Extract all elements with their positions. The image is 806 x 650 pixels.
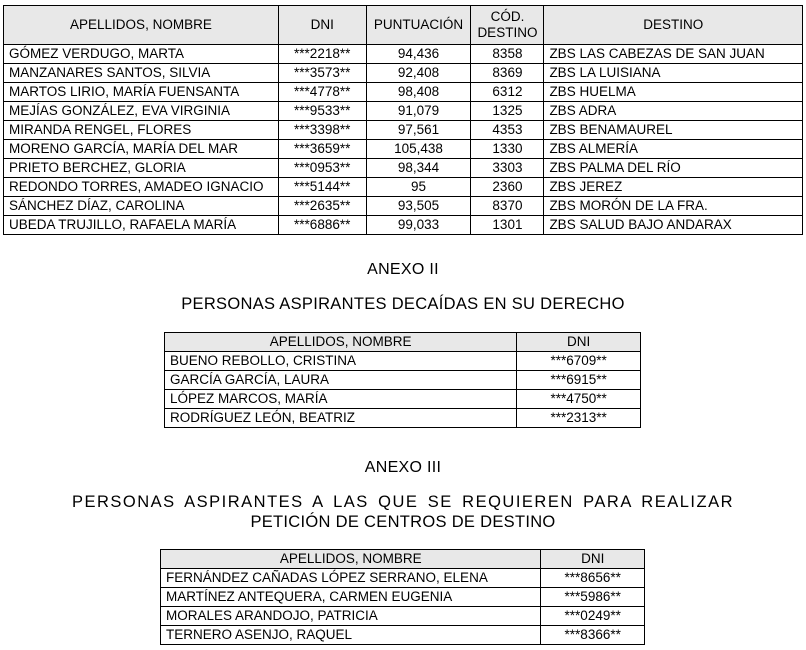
cell-name: LÓPEZ MARCOS, MARÍA [165,390,517,409]
cell-name: PRIETO BERCHEZ, GLORIA [4,159,279,178]
cell-code: 8369 [471,64,544,83]
cell-name: GARCÍA GARCÍA, LAURA [165,371,517,390]
cell-score: 95 [366,178,471,197]
header-name: APELLIDOS, NOMBRE [161,550,541,569]
table-row [4,178,803,197]
cell-name: RODRÍGUEZ LEÓN, BEATRIZ [165,409,517,428]
cell-destination: ZBS ALMERÍA [544,140,803,159]
table-header-row [161,550,645,569]
cell-name: REDONDO TORRES, AMADEO IGNACIO [4,178,279,197]
table-row [165,390,641,409]
header-dni: DNI [541,550,645,569]
cell-dni: ***5986** [541,588,645,607]
table-row [161,626,645,645]
cell-name: UBEDA TRUJILLO, RAFAELA MARÍA [4,216,279,235]
cell-code: 1301 [471,216,544,235]
cell-destination: ZBS ADRA [544,102,803,121]
anexo-iii-label: ANEXO III [364,459,442,476]
cell-score: 94,436 [366,45,471,64]
anexo-iii-title-line1: PERSONAS ASPIRANTES A LAS QUE SE REQUIEREN PARA REALIZAR [72,493,734,511]
cell-name: MARTOS LIRIO, MARÍA FUENSANTA [4,83,279,102]
main-assignments-table [3,5,803,235]
cell-name: BUENO REBOLLO, CRISTINA [165,352,517,371]
cell-destination: ZBS BENAMAUREL [544,121,803,140]
anexo-iii-title [72,492,734,532]
header-code-line2: DESTINO [477,25,538,40]
cell-name: MORENO GARCÍA, MARÍA DEL MAR [4,140,279,159]
cell-code: 8370 [471,197,544,216]
table-row [4,64,803,83]
cell-name: TERNERO ASENJO, RAQUEL [161,626,541,645]
table-row [165,371,641,390]
table-row [4,83,803,102]
cell-name: GÓMEZ VERDUGO, MARTA [4,45,279,64]
table-header-row [165,333,641,352]
cell-destination: ZBS MORÓN DE LA FRA. [544,197,803,216]
cell-dni: ***0249** [541,607,645,626]
table-row [161,588,645,607]
table-row [4,45,803,64]
anexo-ii-label: ANEXO II [367,261,439,278]
header-destination: DESTINO [544,6,803,45]
cell-dni: ***8656** [541,569,645,588]
header-code [471,6,544,45]
table-row [165,409,641,428]
cell-name: FERNÁNDEZ CAÑADAS LÓPEZ SERRANO, ELENA [161,569,541,588]
cell-destination: ZBS PALMA DEL RÍO [544,159,803,178]
cell-destination: ZBS SALUD BAJO ANDARAX [544,216,803,235]
cell-name: MANZANARES SANTOS, SILVIA [4,64,279,83]
cell-dni: ***3398** [278,121,366,140]
cell-name: MORALES ARANDOJO, PATRICIA [161,607,541,626]
header-name: APELLIDOS, NOMBRE [165,333,517,352]
cell-score: 97,561 [366,121,471,140]
cell-dni: ***2313** [517,409,641,428]
table-row [4,197,803,216]
cell-code: 6312 [471,83,544,102]
cell-dni: ***4750** [517,390,641,409]
cell-code: 2360 [471,178,544,197]
cell-code: 3303 [471,159,544,178]
cell-dni: ***8366** [541,626,645,645]
anexo-ii-title: PERSONAS ASPIRANTES DECAÍDAS EN SU DERECHO [181,295,625,313]
cell-name: MEJÍAS GONZÁLEZ, EVA VIRGINIA [4,102,279,121]
table-header-row [4,6,803,45]
header-name: APELLIDOS, NOMBRE [4,6,279,45]
cell-dni: ***6709** [517,352,641,371]
header-dni: DNI [278,6,366,45]
cell-destination: ZBS HUELMA [544,83,803,102]
cell-score: 92,408 [366,64,471,83]
cell-name: SÁNCHEZ DÍAZ, CAROLINA [4,197,279,216]
cell-dni: ***2218** [278,45,366,64]
cell-score: 105,438 [366,140,471,159]
cell-score: 93,505 [366,197,471,216]
cell-code: 1330 [471,140,544,159]
cell-destination: ZBS JEREZ [544,178,803,197]
cell-dni: ***9533** [278,102,366,121]
cell-destination: ZBS LAS CABEZAS DE SAN JUAN [544,45,803,64]
cell-dni: ***0953** [278,159,366,178]
cell-score: 99,033 [366,216,471,235]
table-row [4,216,803,235]
table-row [165,352,641,371]
table-row [4,102,803,121]
header-code-line1: CÓD. [490,9,525,24]
cell-dni: ***3573** [278,64,366,83]
anexo-iii-title-line2: PETICIÓN DE CENTROS DE DESTINO [250,513,556,531]
cell-code: 8358 [471,45,544,64]
cell-dni: ***2635** [278,197,366,216]
table-row [4,140,803,159]
cell-name: MIRANDA RENGEL, FLORES [4,121,279,140]
cell-dni: ***3659** [278,140,366,159]
cell-dni: ***6886** [278,216,366,235]
header-score: PUNTUACIÓN [366,6,471,45]
cell-destination: ZBS LA LUISIANA [544,64,803,83]
cell-score: 98,408 [366,83,471,102]
cell-name: MARTÍNEZ ANTEQUERA, CARMEN EUGENIA [161,588,541,607]
cell-score: 91,079 [366,102,471,121]
header-dni: DNI [517,333,641,352]
cell-score: 98,344 [366,159,471,178]
table-row [4,159,803,178]
anexo-ii-table [164,332,641,428]
anexo-iii-table [160,549,645,645]
table-row [161,569,645,588]
cell-dni: ***4778** [278,83,366,102]
cell-dni: ***6915** [517,371,641,390]
cell-dni: ***5144** [278,178,366,197]
cell-code: 1325 [471,102,544,121]
table-row [4,121,803,140]
cell-code: 4353 [471,121,544,140]
table-row [161,607,645,626]
